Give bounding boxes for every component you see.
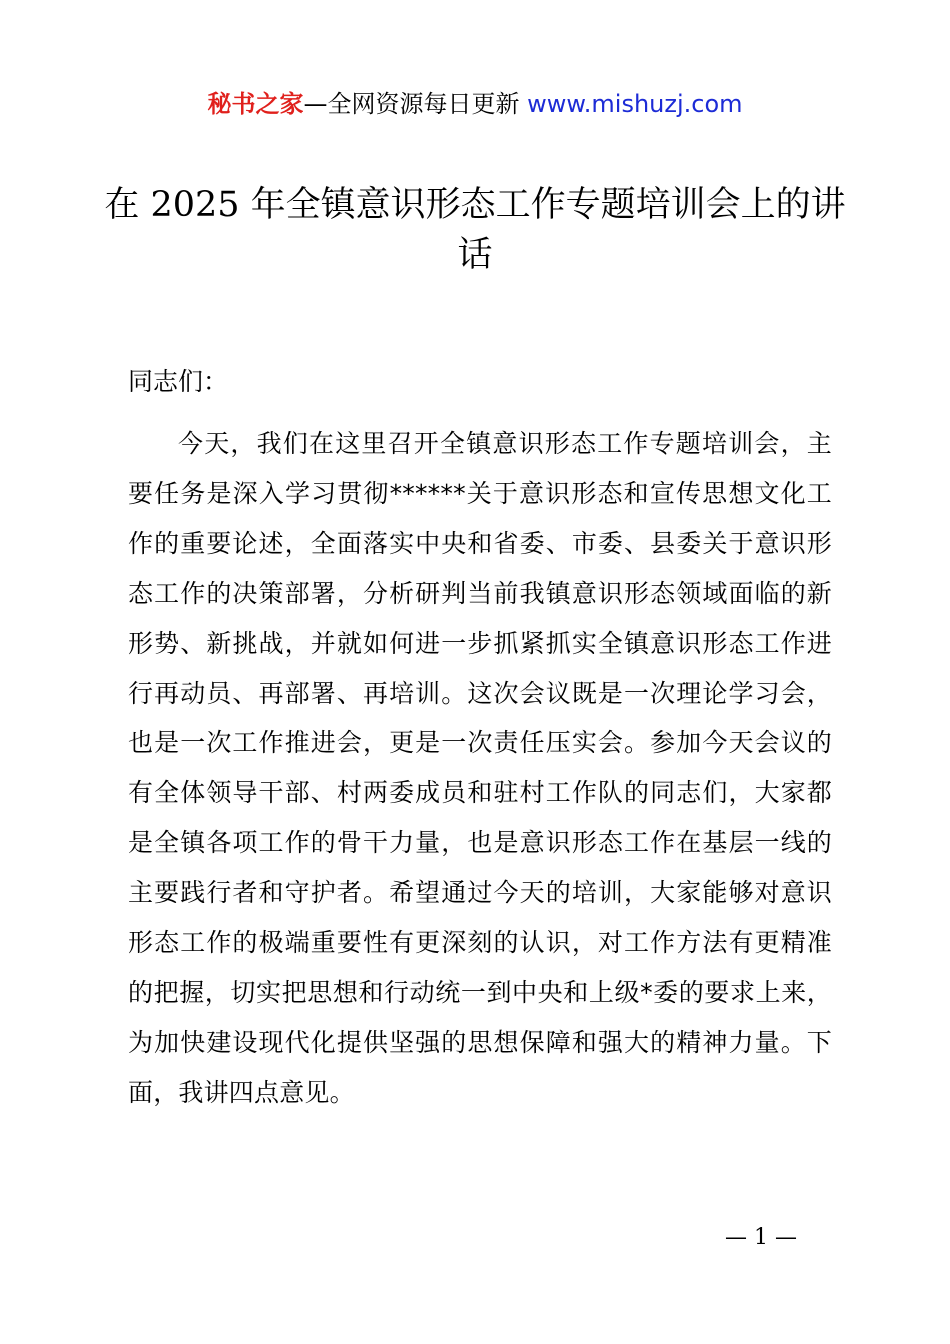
salutation: 同志们：	[128, 367, 229, 396]
document-title: 在 2025 年全镇意识形态工作专题培训会上的讲话	[104, 185, 846, 275]
body-paragraph: 今天，我们在这里召开全镇意识形态工作专题培训会，主要任务是深入学习贯彻******关于意识形态和宣传思想文化工作的重要论述，全面落实中央和省委、市委、县委关于意识形态工作的决策部署，分析研判当前我镇意识形态领域面临的新形势、新挑战，并就如何进一步抓紧抓实全镇意识形态工作进行再动员、再部署、再培训。这次会议既是一次理论学习会，也是一次工作推进会，更是一次责任压实会。参加今天会议的有全体领导干部、村两委成员和驻村工作队的同志们，大家都是全镇各项工作的骨干力量，也是意识形态工作在基层一线的主要践行者和守护者。希望通过今天的培训，大家能够对意识形态工作的极端重要性有更深刻的认识，对工作方法有更精准的把握，切实把思想和行动统一到中央和上级*委的要求上来，为加快建设现代化提供坚强的思想保障和强大的精神力量。下面，我讲四点意见。	[128, 429, 832, 1107]
site-header	[0, 86, 950, 122]
header-slogan: —全网资源每日更新	[303, 90, 528, 118]
brand-name: 秘书之家	[207, 90, 304, 118]
site-url-link[interactable]: www.mishuzj.com	[527, 90, 743, 118]
page-number: — 1 —	[725, 1225, 797, 1250]
